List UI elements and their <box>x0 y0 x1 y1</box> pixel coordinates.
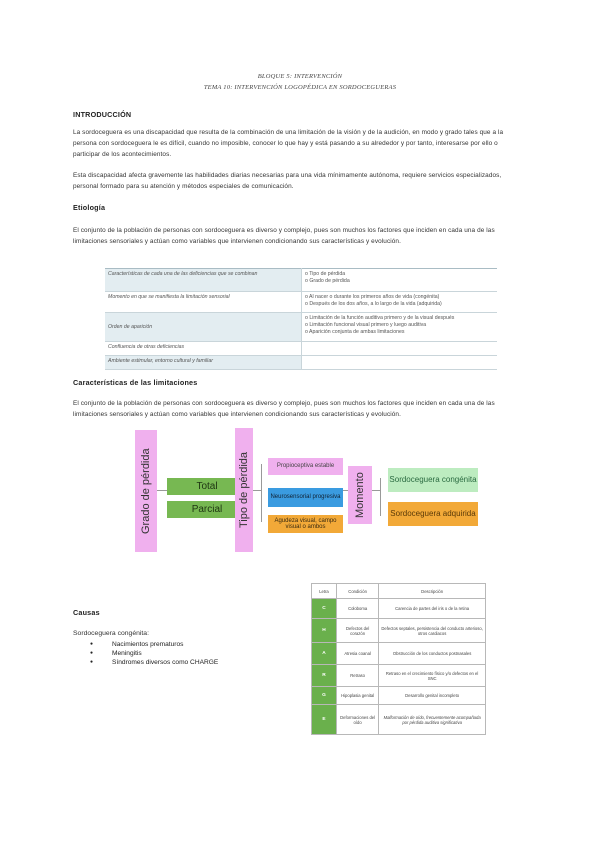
table-row <box>105 356 497 370</box>
connector <box>372 490 380 491</box>
congenita-box: Sordoceguera congénita <box>388 468 478 492</box>
table-row <box>105 342 497 356</box>
factors-table-wrapper <box>105 268 497 370</box>
factor-item: o Limitación de la función auditiva primero y de la visual después <box>305 315 494 322</box>
table-row <box>312 687 486 705</box>
factor-item: o Después de los dos años, a lo largo de la vida (adquirida) <box>305 301 494 308</box>
causas-subheading: Sordoceguera congénita: <box>73 630 149 637</box>
factor-label: Características de cada una de las deficiencias que se combinan <box>105 269 302 292</box>
intro-paragraph-1: La sordoceguera es una discapacidad que resulta de la combinación de una limitación de la visión y de la audición, en modo y grado tales que a la persona con sordoceguera le es difícil, cuando no imposible, conocer lo que hay y está pasando a su alrededor y por tanto, interesarse por ello o participar de los acontecimientos. <box>73 129 504 158</box>
charge-letter: C <box>312 599 337 619</box>
charge-letter: A <box>312 643 337 665</box>
factor-item: o Grado de pérdida <box>305 278 494 285</box>
factor-label: Orden de aparición <box>105 313 302 342</box>
table-row <box>312 705 486 735</box>
charge-letter: G <box>312 687 337 705</box>
charge-letter: E <box>312 705 337 735</box>
charge-condition: Deformaciones del oído <box>337 705 379 735</box>
table-row <box>105 292 497 313</box>
parcial-box: Parcial <box>167 501 247 518</box>
factor-items <box>302 269 498 292</box>
charge-description: Desarrollo genital incompleto <box>379 687 486 705</box>
propioceptiva-box: Propioceptiva estable <box>268 458 343 475</box>
connector <box>157 490 167 491</box>
charge-condition: Hipoplasia genital <box>337 687 379 705</box>
factor-label: Confluencia de otras deficiencias <box>105 342 302 356</box>
charge-letter: R <box>312 665 337 687</box>
caracteristicas-heading: Características de las limitaciones <box>73 378 198 387</box>
table-row <box>105 313 497 342</box>
factor-label: Ambiente estimular, entorno cultural y familiar <box>105 356 302 370</box>
momento-box: Momento <box>348 466 372 524</box>
table-row <box>312 643 486 665</box>
table-header-row <box>312 584 486 599</box>
charge-description: Retraso en el crecimiento físico y/o defectos en el SNC <box>379 665 486 687</box>
factor-items <box>302 292 498 313</box>
charge-description: Defectos septales, persistencia del conducto arterioso, otros cardiacos <box>379 619 486 643</box>
etiologia-heading: Etiología <box>73 203 106 212</box>
factor-item: o Limitación funcional visual primero y luego auditiva <box>305 322 494 329</box>
charge-letter: H <box>312 619 337 643</box>
adquirida-box: Sordoceguera adquirida <box>388 502 478 526</box>
charge-description: Malformación de oído, frecuentemente acompañada por pérdida auditiva significativa <box>379 705 486 735</box>
tipo-perdida-box: Tipo de pérdida <box>235 428 253 552</box>
intro-heading: INTRODUCCIÓN <box>73 110 132 119</box>
connector <box>380 478 381 516</box>
caracteristicas-paragraph: El conjunto de la población de personas con sordoceguera es diverso y complejo, pues son muchos los factores que inciden en cada una de las limitaciones sensoriales y actúan como variables que intervienen condicionando sus características y evolución. <box>73 400 495 418</box>
neurosensorial-box: Neurosensorial progresiva <box>268 488 343 507</box>
table-row <box>105 269 497 292</box>
table-row <box>312 619 486 643</box>
charge-description: Obstrucción de los conductos postnasales <box>379 643 486 665</box>
charge-condition: Atresia coanal <box>337 643 379 665</box>
factor-item: o Al nacer o durante los primeros años de vida (congénita) <box>305 294 494 301</box>
factor-label: Momento en que se manifiesta la limitación sensorial <box>105 292 302 313</box>
charge-description: Carencia de partes del iris o de la retina <box>379 599 486 619</box>
factor-item: o Aparición conjunta de ambas limitaciones <box>305 329 494 336</box>
factor-item: o Tipo de pérdida <box>305 271 494 278</box>
agudeza-box: Agudeza visual, campo visual o ambos <box>268 515 343 533</box>
causas-heading: Causas <box>73 608 100 617</box>
total-box: Total <box>167 478 247 495</box>
column-header: Descripción <box>379 584 486 599</box>
table-row <box>312 599 486 619</box>
limitations-diagram <box>135 428 480 554</box>
list-item: ● Nacimientos prematuros <box>90 640 218 649</box>
grado-perdida-box: Grado de pérdida <box>135 430 157 552</box>
charge-condition: Coloboma <box>337 599 379 619</box>
list-item: ● Síndromes diversos como CHARGE <box>90 658 218 667</box>
connector <box>261 464 262 522</box>
etiologia-paragraph: El conjunto de la población de personas con sordoceguera es diverso y complejo, pues son muchos los factores que inciden en cada una de las limitaciones sensoriales y actúan como variables que intervienen condicionando sus características y evolución. <box>73 227 495 245</box>
table-row <box>312 665 486 687</box>
column-header: Letra <box>312 584 337 599</box>
page-header-topic: TEMA 10: INTERVENCIÓN LOGOPÉDICA EN SORDOCEGUERAS <box>203 84 397 91</box>
factor-items <box>302 313 498 342</box>
charge-condition: Retraso <box>337 665 379 687</box>
column-header: Condición <box>337 584 379 599</box>
connector <box>253 490 261 491</box>
charge-table <box>311 583 486 735</box>
page-header-block: BLOQUE 5: INTERVENCIÓN <box>257 73 343 80</box>
charge-condition: Defectos del corazón <box>337 619 379 643</box>
list-item: ● Meningitis <box>90 649 218 658</box>
causas-list <box>90 640 218 667</box>
intro-paragraph-2: Esta discapacidad afecta gravemente las habilidades diarias necesarias para una vida mínimamente autónoma, requiere servicios especializados, personal formado para su atención y métodos especiales de comunicación. <box>73 172 502 190</box>
factors-table <box>105 268 497 370</box>
